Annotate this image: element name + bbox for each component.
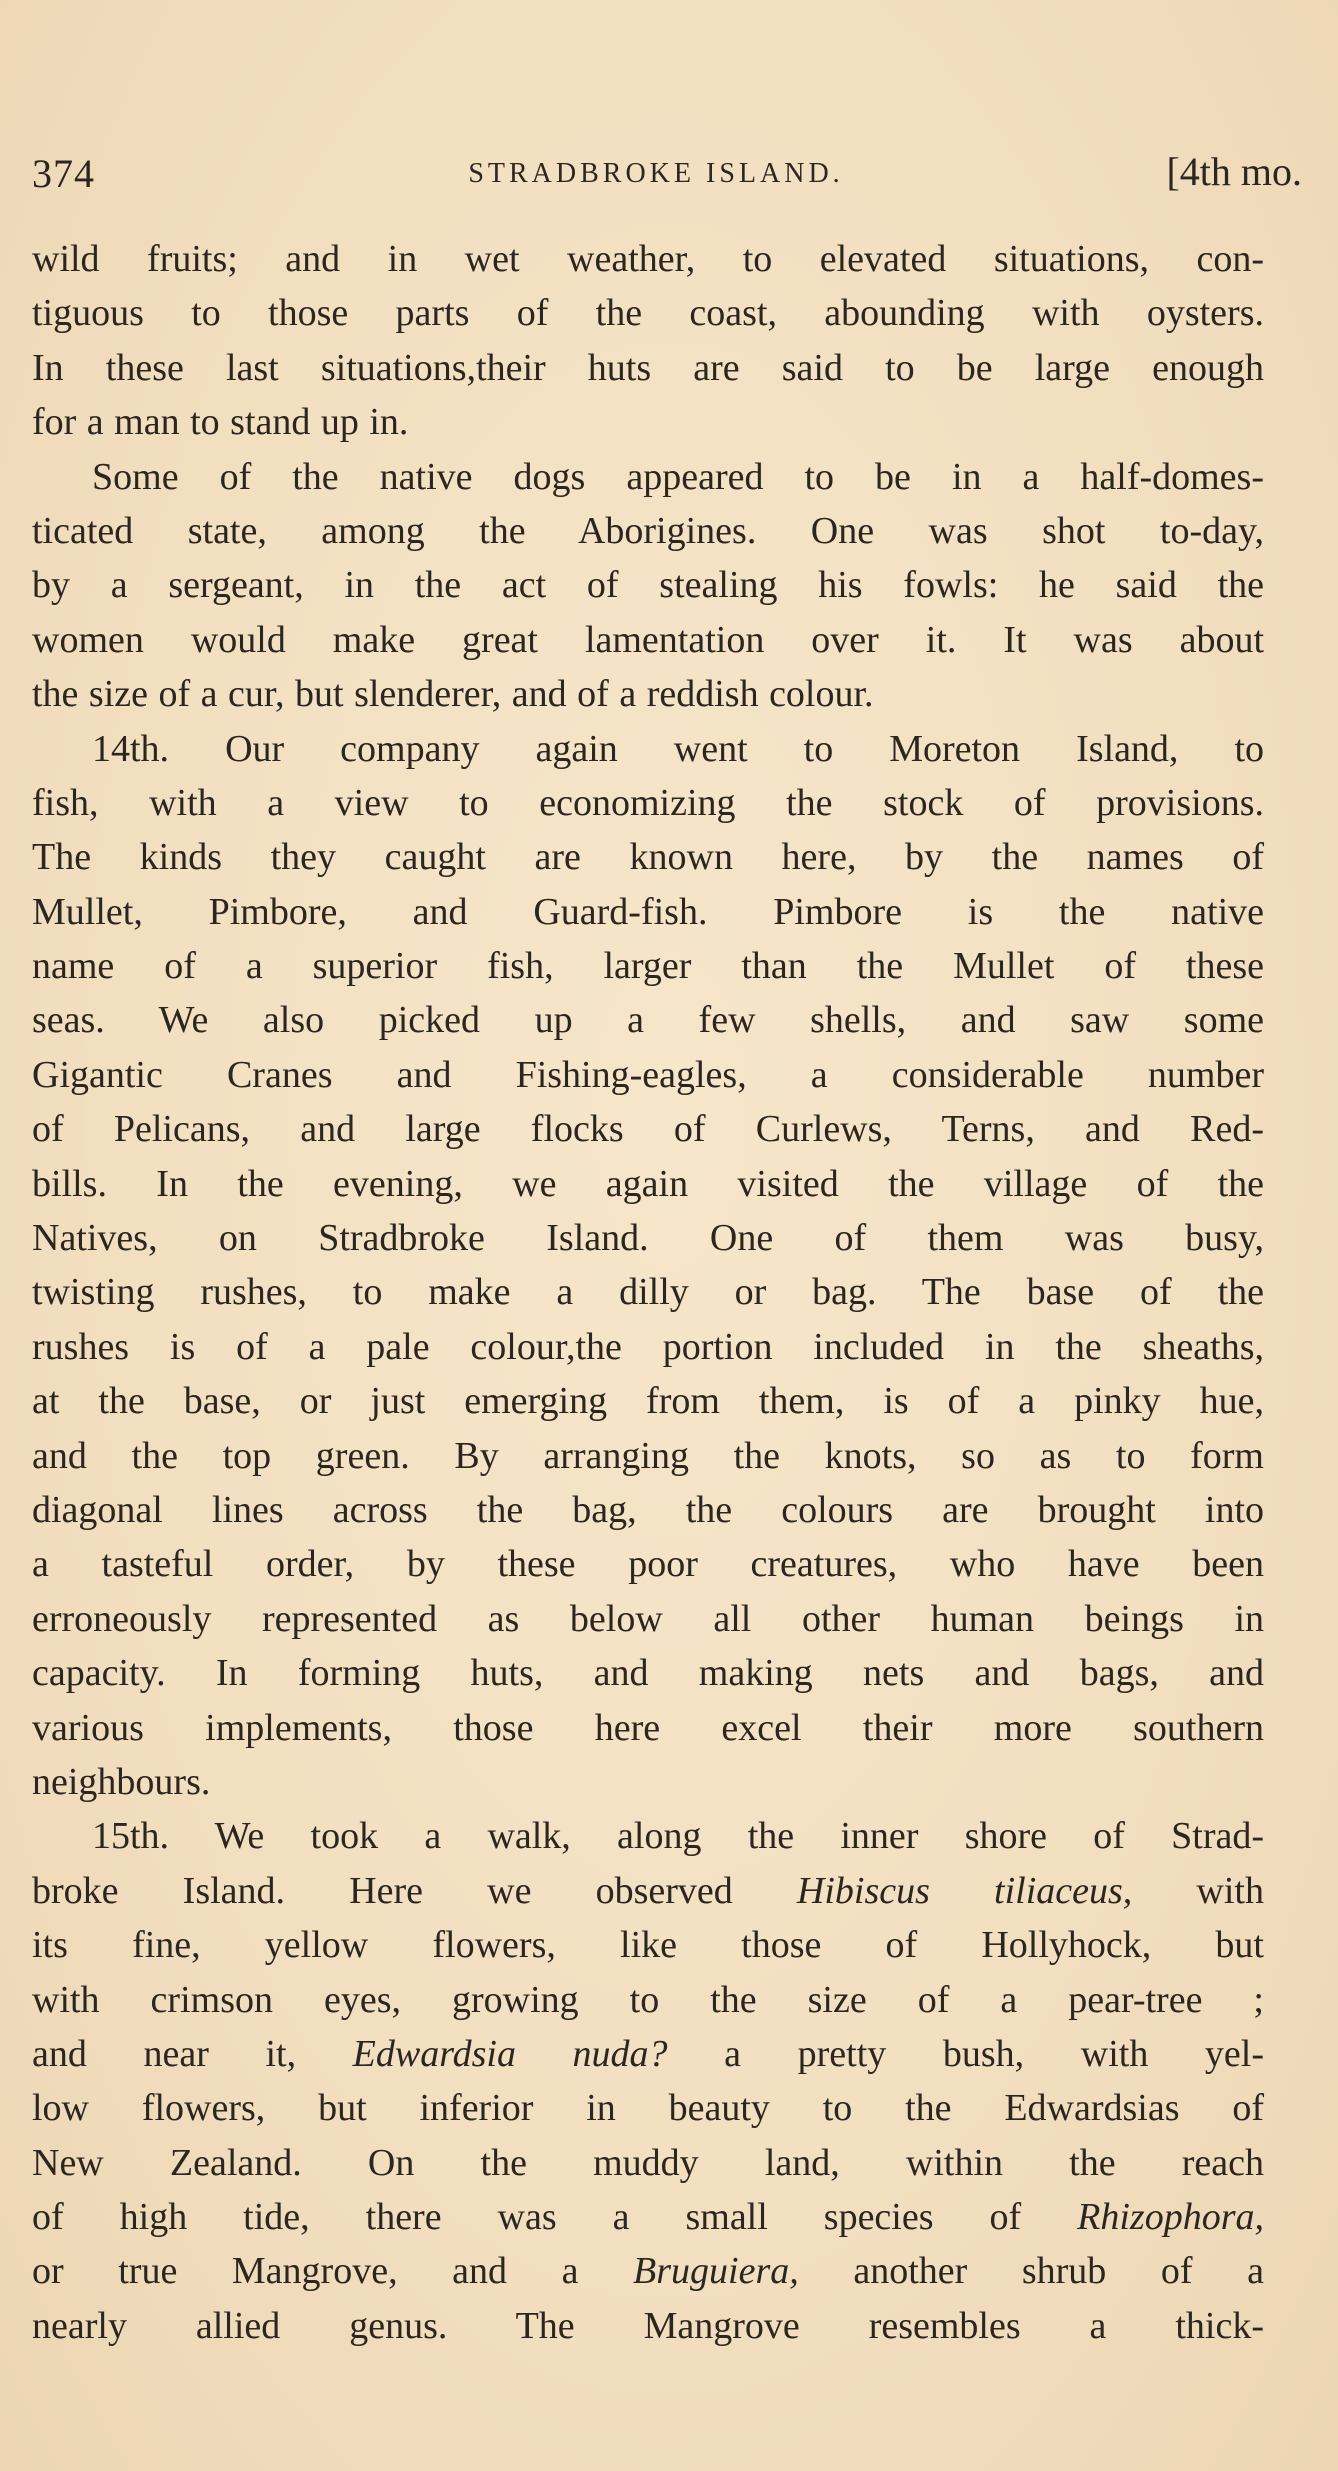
text-line: wild fruits; and in wet weather, to elevated situations, con- (32, 238, 1264, 280)
text-line: New Zealand. On the muddy land, within the reach (32, 2141, 1264, 2184)
text-line: rushes is of a pale colour,the portion included in the sheaths, (32, 1325, 1264, 1368)
text-run: with (1132, 1869, 1264, 1912)
genus-name: Bruguiera, (633, 2250, 799, 2293)
text-line: ticated state, among the Aborigines. One was shot to-day, (32, 509, 1264, 552)
text-line: for a man to stand up in. (32, 401, 409, 444)
text-line: low flowers, but inferior in beauty to the Edwardsias of (32, 2087, 1264, 2130)
text-run: a pretty bush, with yel- (667, 2032, 1264, 2075)
text-line: Some of the native dogs appeared to be in a half-domes- (92, 455, 1264, 498)
page-number: 374 (32, 151, 95, 196)
text-line: at the base, or just emerging from them, is of a pinky hue, (32, 1380, 1264, 1423)
text-line: diagonal lines across the bag, the colours are brought into (32, 1488, 1264, 1531)
text-line: a tasteful order, by these poor creatures, who have been (32, 1543, 1264, 1586)
text-run: another shrub of a (798, 2250, 1264, 2293)
text-line: Mullet, Pimbore, and Guard-fish. Pimbore is the native (32, 890, 1264, 933)
text-line: 14th. Our company again went to Moreton Island, to (92, 727, 1264, 770)
species-name: Hibiscus tiliaceus, (796, 1869, 1133, 1912)
text-run: of high tide, there was a small species of (32, 2196, 1078, 2239)
text-line: and the top green. By arranging the knots, so as to form (32, 1434, 1264, 1477)
text-run: or true Mangrove, and a (32, 2250, 634, 2293)
text-line: name of a superior fish, larger than the Mullet of these (32, 945, 1264, 988)
text-line: capacity. In forming huts, and making nets and bags, and (32, 1652, 1264, 1695)
text-line: tiguous to those parts of the coast, abounding with oysters. (32, 292, 1264, 335)
text-line (32, 2027, 1264, 2081)
text-run: and near it, (32, 2032, 353, 2075)
text-line: nearly allied genus. The Mangrove resembles a thick- (32, 2304, 1264, 2347)
text-line: erroneously represented as below all other human beings in (32, 1597, 1264, 1640)
text-line (32, 2244, 1264, 2298)
text-line: twisting rushes, to make a dilly or bag. The base of the (32, 1271, 1264, 1314)
running-head (32, 149, 1302, 200)
text-line: women would make great lamentation over it. It was about (32, 618, 1264, 661)
genus-name: Rhizophora, (1077, 2196, 1264, 2239)
text-line: the size of a cur, but slenderer, and of a reddish colour. (32, 673, 874, 716)
text-line (32, 1864, 1264, 1918)
month-mark: [4th mo. (1166, 149, 1302, 194)
text-line: fish, with a view to economizing the stock of provisions. (32, 781, 1264, 824)
text-line: seas. We also picked up a few shells, and saw some (32, 999, 1264, 1042)
text-line: with crimson eyes, growing to the size of a pear-tree ; (32, 1978, 1264, 2021)
text-run: broke Island. Here we observed (32, 1869, 797, 1912)
text-line: various implements, those here excel their more southern (32, 1706, 1264, 1749)
text-line: bills. In the evening, we again visited the village of the (32, 1162, 1264, 1205)
text-line: The kinds they caught are known here, by the names of (32, 836, 1264, 879)
text-line: Natives, on Stradbroke Island. One of them was busy, (32, 1217, 1264, 1260)
text-line: 15th. We took a walk, along the inner shore of Strad- (92, 1815, 1264, 1858)
body-text (32, 232, 1264, 2353)
text-line (32, 2190, 1264, 2244)
running-title: STRADBROKE ISLAND. (468, 158, 844, 189)
text-line: of Pelicans, and large flocks of Curlews, Terns, and Red- (32, 1108, 1264, 1151)
text-line: its fine, yellow flowers, like those of Hollyhock, but (32, 1924, 1264, 1967)
text-line: In these last situations,their huts are said to be large enough (32, 346, 1264, 389)
species-name: Edwardsia nuda? (352, 2032, 668, 2075)
text-line: neighbours. (32, 1760, 211, 1803)
text-line: Gigantic Cranes and Fishing-eagles, a considerable number (32, 1053, 1264, 1096)
text-line: by a sergeant, in the act of stealing his fowls: he said the (32, 564, 1264, 607)
